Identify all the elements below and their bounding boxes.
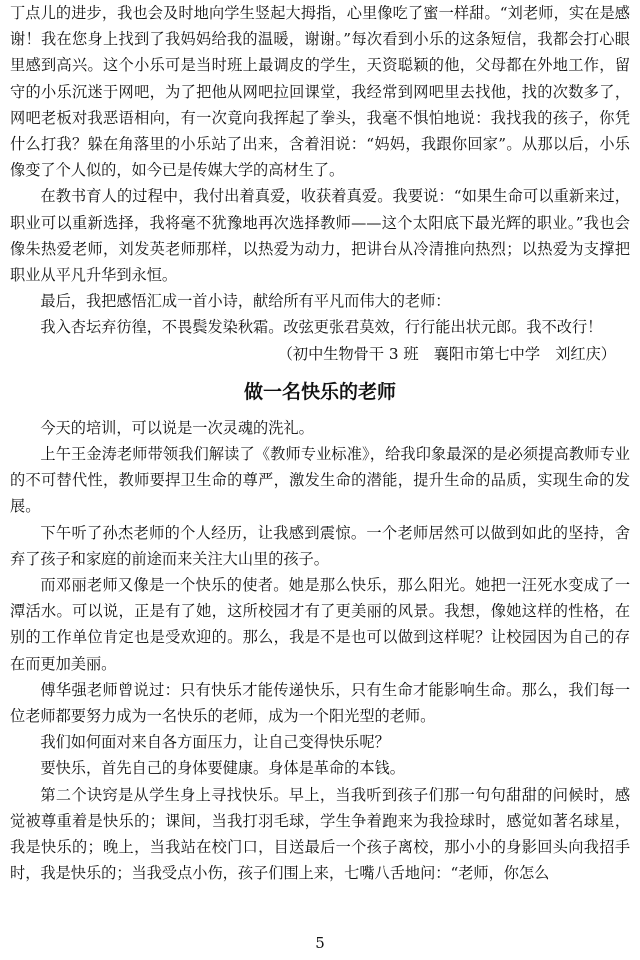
paragraph: 下午听了孙杰老师的个人经历，让我感到震惊。一个老师居然可以做到如此的坚持，舍弃了孩子和家庭的前途而来关注大山里的孩子。 xyxy=(10,523,630,568)
section-2 xyxy=(10,415,630,887)
article-title: 做一名快乐的老师 xyxy=(243,380,396,403)
author-signature: （初中生物骨干 3 班 襄阳市第七中学 刘红庆） xyxy=(277,344,616,363)
poem-line: 我入杏坛弃彷徨，不畏鬓发染秋霜。改弦更张君莫效，行行能出状元郎。我不改行！ xyxy=(40,318,603,337)
page-number: 5 xyxy=(315,934,325,952)
paragraph: 我们如何面对来自各方面压力，让自己变得快乐呢？ xyxy=(40,733,390,752)
paragraph: 要快乐，首先自己的身体要健康。身体是革命的本钱。 xyxy=(40,759,405,778)
paragraph: 而邓丽老师又像是一个快乐的使者。她是那么快乐，那么阳光。她把一汪死水变成了一潭活水。可以说，正是有了她，这所校园才有了更美丽的风景。我想，像她这样的性格，在别的工作单位肯定也是受欢迎的。那么，我是不是也可以做到这样呢？让校园因为自己的存在而更加美丽。 xyxy=(10,576,630,673)
paragraph: 第二个诀窍是从学生身上寻找快乐。早上，当我听到孩子们那一句句甜甜的问候时，感觉被尊重着是快乐的；课间，当我打羽毛球，学生争着跑来为我捡球时，感觉如著名球星，我是快乐的；晚上，当我站在校门口，目送最后一个孩子离校，那小小的身影回头向我招手时，我是快乐的；当我受点小伤，孩子们围上来，七嘴八舌地问：“老师，你怎么 xyxy=(10,785,630,883)
paragraph: 在教书育人的过程中，我付出着真爱，收获着真爱。我要说：“如果生命可以重新来过，职业可以重新选择，我将毫不犹豫地再次选择教师——这个太阳底下最光辉的职业。”我也会像朱热爱老师，刘发英老师那样，以热爱为动力，把讲台从冷清推向热烈；以热爱为支撑把职业从平凡升华到永恒。 xyxy=(10,187,630,285)
paragraph: 今天的培训，可以说是一次灵魂的洗礼。 xyxy=(40,418,314,437)
paragraph: 丁点儿的进步，我也会及时地向学生竖起大拇指，心里像吃了蜜一样甜。“刘老师，实在是感谢！我在您身上找到了我妈妈给我的温暖，谢谢。”每次看到小乐的这条短信，我都会打心眼里感到高兴。这个小乐可是当时班上最调皮的学生，天资聪颖的他，父母都在外地工作，留守的小乐沉迷于网吧，为了把他从网吧拉回课堂，我经常到网吧里去找他，找的次数多了，网吧老板对我恶语相向，有一次竟向我挥起了拳头，我毫不惧怕地说：我找我的孩子，你凭什么打我？躲在角落里的小乐站了出来，含着泪说：“妈妈，我跟你回家”。从那以后，小乐像变了个人似的，如今已是传媒大学的高材生了。 xyxy=(10,4,630,180)
section-1 xyxy=(10,0,630,367)
paragraph: 傅华强老师曾说过：只有快乐才能传递快乐，只有生命才能影响生命。那么，我们每一位老师都要努力成为一名快乐的老师，成为一个阳光型的老师。 xyxy=(10,680,630,726)
paragraph: 最后，我把感悟汇成一首小诗，献给所有平凡而伟大的老师： xyxy=(40,292,451,311)
paragraph: 上午王金涛老师带领我们解读了《教师专业标准》，给我印象最深的是必须提高教师专业的不可替代性，教师要捍卫生命的尊严，激发生命的潜能，提升生命的品质，实现生命的发展。 xyxy=(10,445,630,516)
